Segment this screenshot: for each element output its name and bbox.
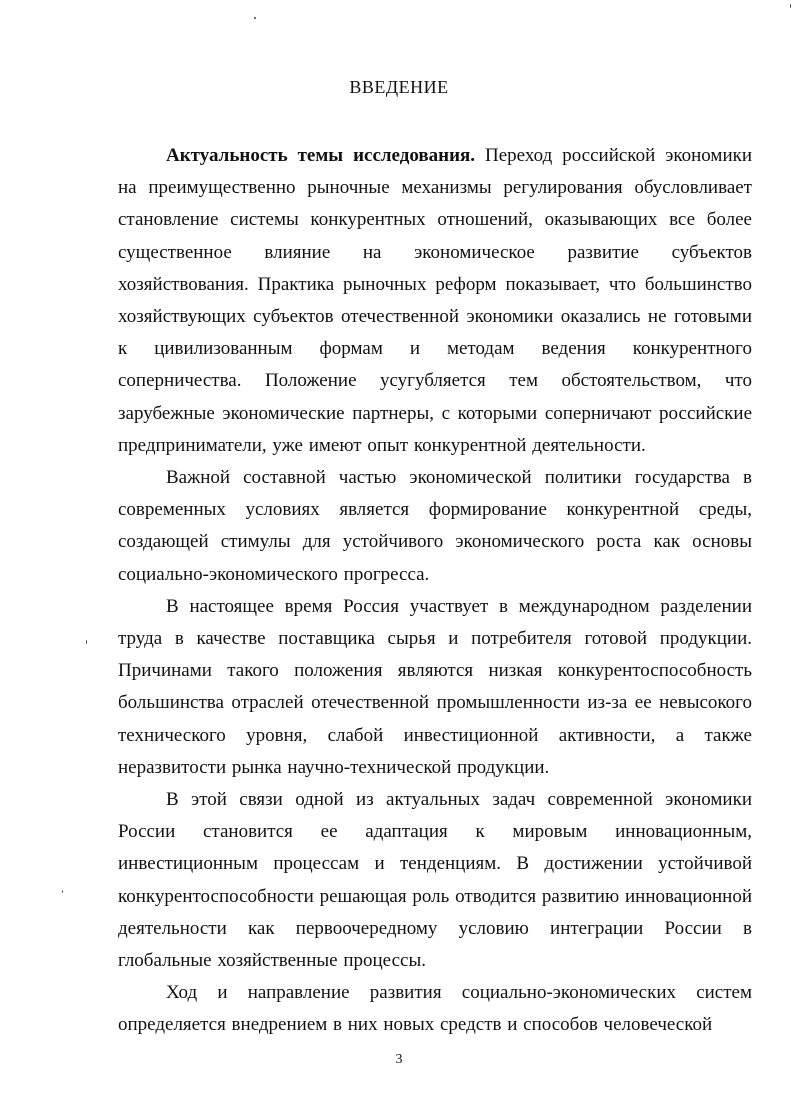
paragraph-lead: Актуальность темы исследования. bbox=[166, 145, 476, 166]
scan-speck bbox=[62, 890, 63, 893]
scan-speck bbox=[86, 640, 87, 644]
scan-speck bbox=[254, 17, 256, 19]
document-body bbox=[118, 140, 752, 1042]
paragraph: Ход и направление развития социально-экономических систем определяется внедрением в них новых средств и способов человеческой bbox=[118, 982, 752, 1036]
paragraph: В настоящее время Россия участвует в международном разделении труда в качестве поставщика сырья и потребителя готовой продукции. Причинами такого положения являются низкая конкурентоспособность большинства отраслей отечественной промышленности из-за ее невысокого технического уровня, слабой инвестиционной активности, а также неразвитости рынка научно-технической продукции. bbox=[118, 595, 752, 778]
paragraph: В этой связи одной из актуальных задач современной экономики России становится ее адаптация к мировым инновационным, инвестиционным процессам и тенденциям. В достижении устойчивой конкурентоспособности решающая роль отводится развитию инновационной деятельности как первоочередному условию интеграции России в глобальные хозяйственные процессы. bbox=[118, 789, 752, 972]
page-title: ВВЕДЕНИЕ bbox=[349, 77, 449, 97]
page-number: 3 bbox=[395, 1052, 403, 1067]
paragraph-text: Переход российской экономики на преимущественно рыночные механизмы регулирования обусловливает становление системы конкурентных отношений, оказывающих все более существенное влияние на экономическое развитие субъектов хозяйствования. Практика рыночных реформ показывает, что большинство хозяйствующих субъектов отечественной экономики оказались не готовыми к цивилизованным формам и методам ведения конкурентного соперничества. Положение усугубляется тем обстоятельством, что зарубежные экономические партнеры, с которыми соперничают российские предприниматели, уже имеют опыт конкурентной деятельности. bbox=[118, 145, 753, 456]
scan-speck bbox=[790, 4, 791, 8]
paragraph-relevance bbox=[118, 140, 752, 462]
paragraph: Важной составной частью экономической политики государства в современных условиях является формирование конкурентной среды, создающей стимулы для устойчивого экономического роста как основы социально-экономического прогресса. bbox=[118, 467, 752, 585]
